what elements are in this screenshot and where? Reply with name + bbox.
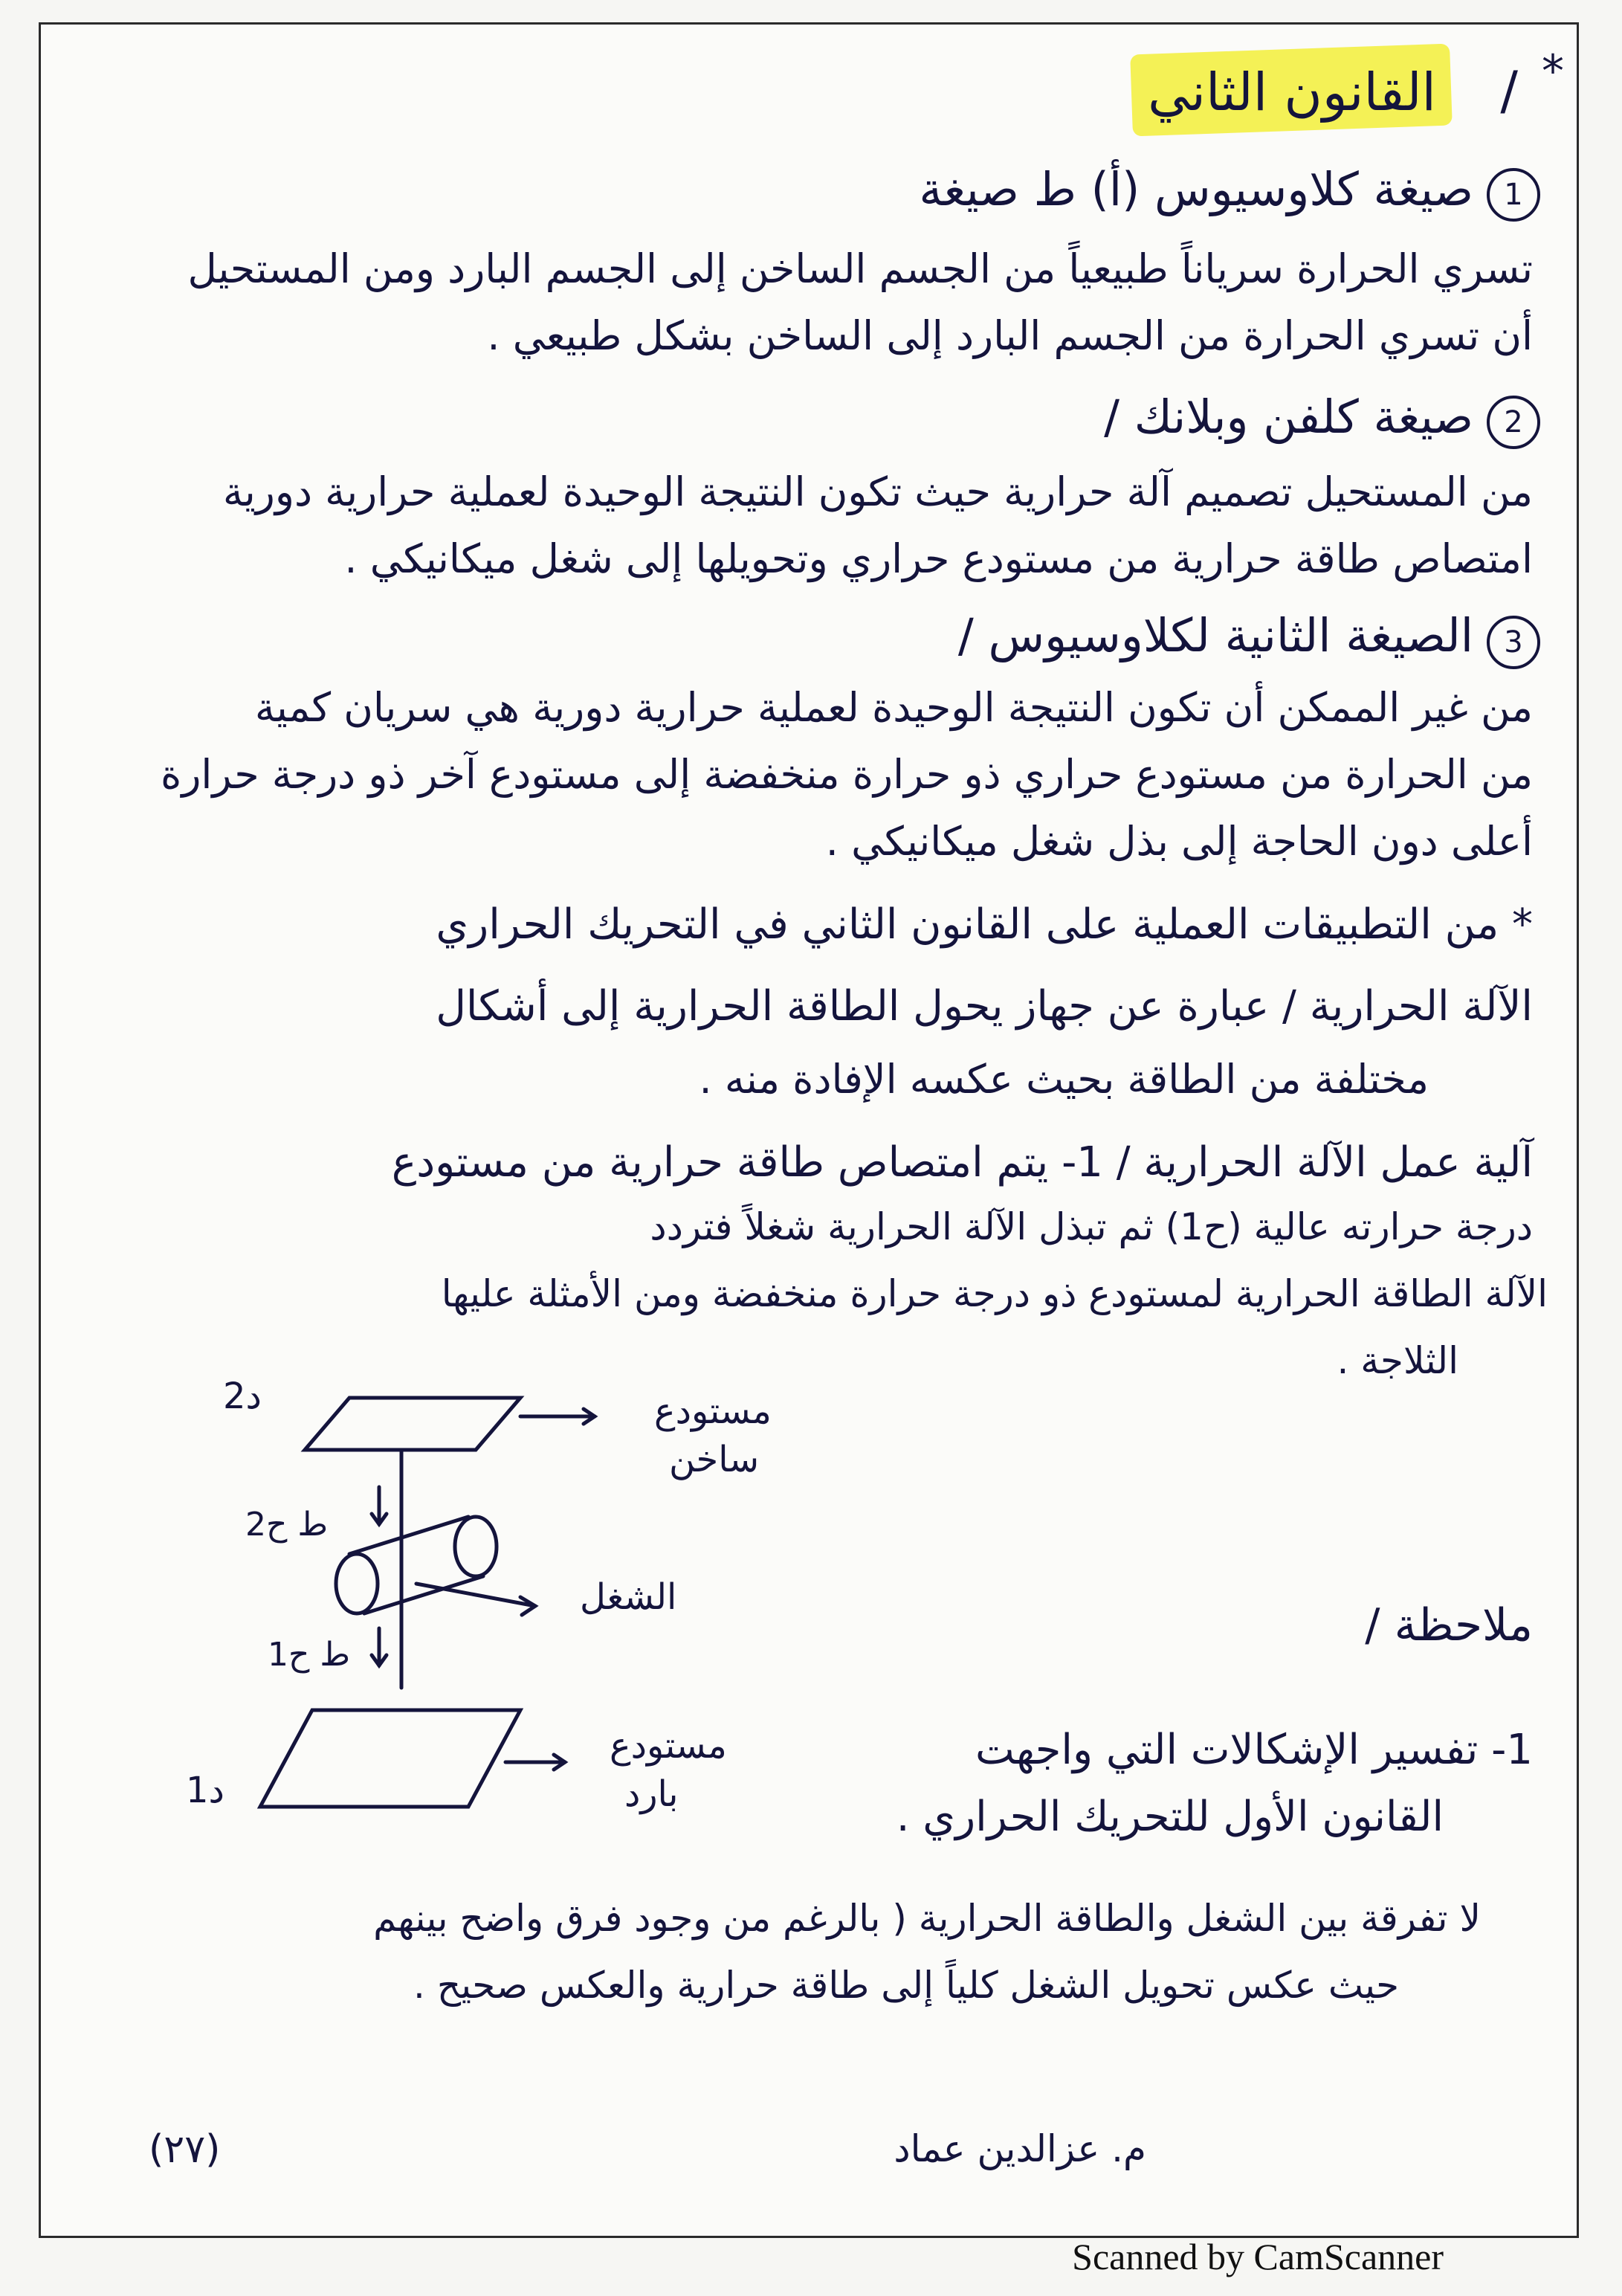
page-title: القانون الثاني [1148,62,1436,123]
section-1-line-2: أن تسري الحرارة من الجسم البارد إلى الساخن بشكل طبيعي . [487,312,1533,359]
section-number-1: 1 [1487,168,1540,222]
page-number: (٢٧) [149,2127,221,2172]
cold-reservoir-label-2: بارد [624,1773,679,1815]
cylinder-left-end [336,1554,378,1613]
diagram-T2-label: د2 [223,1376,262,1417]
engine-work-line-1: آلية عمل الآلة الحرارية / 1- يتم امتصاص طاقة حرارية من مستودع [391,1138,1533,1187]
cold-reservoir-shape [260,1710,520,1807]
section-1-line-1: تسري الحرارة سرياناً طبيعياً من الجسم الساخن إلى الجسم البارد ومن المستحيل [187,245,1533,292]
heat-engine-def-1: الآلة الحرارية / عبارة عن جهاز يحول الطاقة الحرارية إلى أشكال [436,982,1533,1031]
closing-line-2: حيث عكس تحويل الشغل كلياً إلى طاقة حرارية والعكس صحيح . [413,1964,1399,2007]
diagram-Q1-label: ط ح1 [268,1636,351,1674]
section-number-3: 3 [1487,616,1540,669]
hot-reservoir-shape [305,1398,520,1450]
note-title: ملاحظة / [1365,1599,1533,1651]
section-2-heading: صيغة كلفن وبلانك / [1104,390,1473,444]
star-mark: * [1542,45,1564,97]
engine-work-line-3: الآلة الطاقة الحرارية لمستودع ذو درجة حرارة منخفضة ومن الأمثلة عليها [441,1272,1548,1315]
section-2-line-1: من المستحيل تصميم آلة حرارية حيث تكون النتيجة الوحيدة لعملية حرارية دورية [222,468,1533,515]
section-3-line-1: من غير الممكن أن تكون النتيجة الوحيدة لعملية حرارية دورية هي سريان كمية [254,684,1533,731]
cold-reservoir-label-1: مستودع [610,1725,727,1767]
scanner-watermark: Scanned by CamScanner [1072,2236,1444,2277]
hot-reservoir-label-1: مستودع [654,1390,772,1432]
applications-heading: * من التطبيقات العملية على القانون الثاني في التحريك الحراري [436,900,1533,949]
engine-work-line-2: درجة حرارته عالية (ح1) ثم تبذل الآلة الحرارية شغلاً فتردد [650,1205,1533,1248]
diagram-Q2-label: ط ح2 [245,1506,329,1544]
diagram-work-label: الشغل [580,1576,677,1618]
author-signature: م. عزالدين عماد [894,2127,1146,2170]
heat-engine-def-2: مختلفة من الطاقة بحيث عكسه الإفادة منه . [699,1056,1429,1103]
section-3-heading: الصيغة الثانية لكلاوسيوس / [957,608,1473,662]
section-3-line-2: من الحرارة من مستودع حراري ذو حرارة منخفضة إلى مستودع آخر ذو درجة حرارة [161,751,1533,798]
engine-work-line-4: الثلاجة . [1337,1339,1458,1382]
diagram-T1-label: د1 [186,1770,224,1811]
title-slash: / [1500,60,1518,121]
cylinder-right-end [455,1517,497,1576]
section-2-line-2: امتصاص طاقة حرارية من مستودع حراري وتحويلها إلى شغل ميكانيكي . [344,535,1533,582]
section-3-line-3: أعلى دون الحاجة إلى بذل شغل ميكانيكي . [825,818,1533,865]
section-1-heading: صيغة كلاوسيوس (أ) ط صيغة [919,162,1473,216]
note-line-1: 1- تفسير الإشكالات التي واجهت [975,1726,1533,1774]
hot-reservoir-label-2: ساخن [669,1439,760,1480]
note-line-2: القانون الأول للتحريك الحراري . [896,1793,1444,1841]
closing-line-1: لا تفرقة بين الشغل والطاقة الحرارية ( بالرغم من وجود فرق واضح بينهم [373,1897,1481,1940]
section-number-2: 2 [1487,396,1540,449]
